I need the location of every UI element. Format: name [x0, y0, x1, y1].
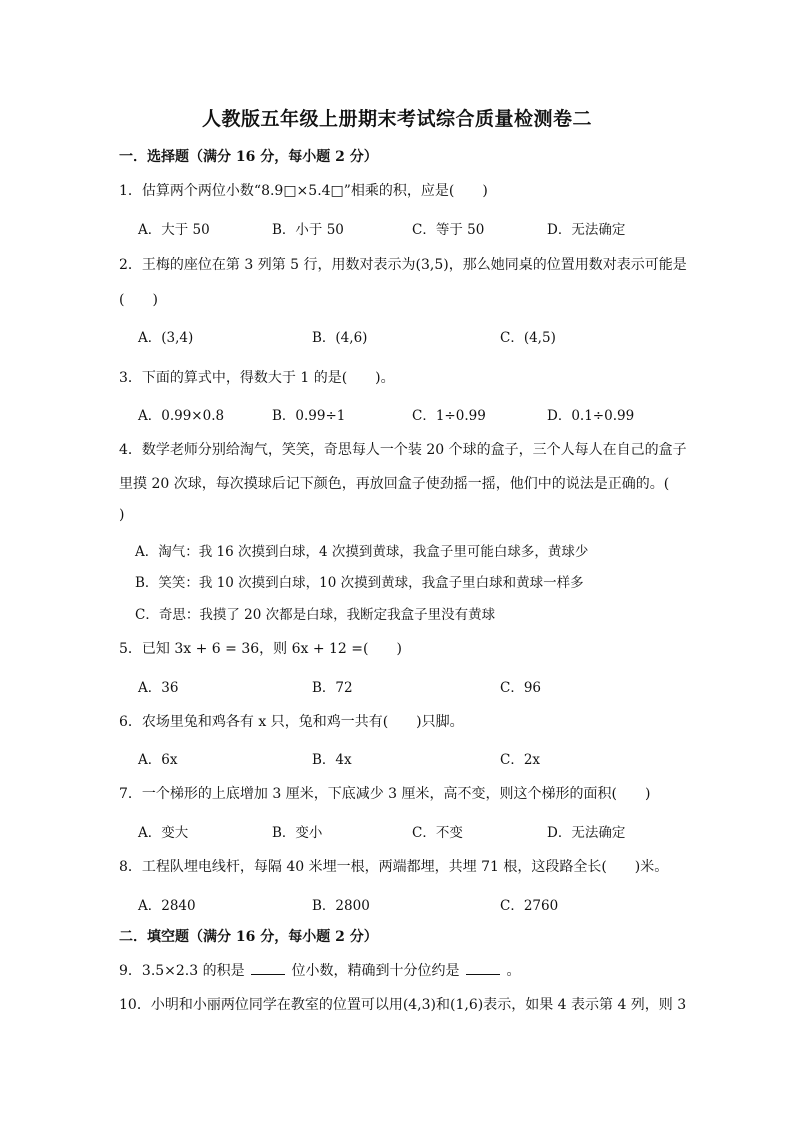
question-7: 7．一个梯形的上底增加 3 厘米，下底减少 3 厘米，高不变，则这个梯形的面积( ) — [119, 786, 651, 802]
option-b: B．4x — [312, 752, 352, 768]
option-b: B．72 — [312, 680, 353, 696]
option-c: C．(4,5) — [500, 330, 556, 346]
option-c: C．等于 50 — [412, 222, 485, 238]
question-1-options — [138, 218, 698, 238]
option-a: A．0.99×0.8 — [138, 408, 225, 424]
section-heading-choice: 一．选择题（满分 16 分，每小题 2 分） — [119, 149, 378, 165]
option-c: C．96 — [500, 680, 542, 696]
option-c: C．不变 — [412, 825, 463, 841]
option-b: B．(4,6) — [312, 330, 368, 346]
page-title: 人教版五年级上册期末考试综合质量检测卷二 — [201, 108, 592, 130]
question-4-option-c: C．奇思：我摸了 20 次都是白球，我断定我盒子里没有黄球 — [135, 607, 496, 623]
question-2-line-1: 2．王梅的座位在第 3 列第 5 行，用数对表示为(3,5)，那么她同桌的位置用数对表示可能是 — [119, 257, 687, 273]
option-a: A．2840 — [138, 898, 196, 914]
option-a: A．大于 50 — [138, 222, 210, 238]
question-9 — [119, 960, 520, 980]
question-5-options — [138, 676, 698, 696]
option-a: A．36 — [138, 680, 179, 696]
option-a: A．(3,4) — [138, 330, 194, 346]
option-b: B．小于 50 — [272, 222, 344, 238]
option-c: C．2760 — [500, 898, 559, 914]
question-5: 5．已知 3x + 6 = 36，则 6x + 12 =( ) — [119, 641, 402, 657]
question-8-options — [138, 894, 698, 914]
section-heading-fill-in: 二．填空题（满分 16 分，每小题 2 分） — [119, 929, 378, 945]
question-9-part-1: 9．3.5×2.3 的积是 — [119, 963, 245, 979]
question-7-options — [138, 821, 698, 841]
question-3-options — [138, 404, 698, 424]
question-6: 6．农场里兔和鸡各有 x 只，兔和鸡一共有( )只脚。 — [119, 714, 464, 730]
question-8: 8．工程队埋电线杆，每隔 40 米埋一根，两端都埋，共埋 71 根，这段路全长( )米。 — [119, 859, 669, 875]
answer-blank[interactable] — [466, 962, 500, 975]
question-4-option-a: A．淘气：我 16 次摸到白球，4 次摸到黄球，我盒子里可能白球多，黄球少 — [135, 544, 589, 560]
option-a: A．变大 — [138, 825, 189, 841]
option-b: B．变小 — [272, 825, 323, 841]
question-2-options — [138, 326, 698, 346]
question-3: 3．下面的算式中，得数大于 1 的是( )。 — [119, 370, 395, 386]
answer-blank[interactable] — [251, 962, 285, 975]
question-9-part-2: 位小数，精确到十分位约是 — [291, 963, 460, 979]
question-10: 10．小明和小丽两位同学在教室的位置可以用(4,3)和(1,6)表示，如果 4 表示第 4 列，则 3 — [119, 997, 687, 1013]
option-b: B．0.99÷1 — [272, 408, 346, 424]
question-4-line-1: 4．数学老师分别给淘气，笑笑，奇思每人一个装 20 个球的盒子，三个人每人在自己的盒子 — [119, 442, 687, 458]
question-9-part-3: 。 — [506, 963, 521, 979]
question-4-line-2: 里摸 20 次球，每次摸球后记下颜色，再放回盒子使劲摇一摇，他们中的说法是正确的。( — [119, 476, 670, 492]
option-a: A．6x — [138, 752, 178, 768]
option-d: D．无法确定 — [547, 825, 626, 841]
option-d: D．无法确定 — [547, 222, 626, 238]
question-4-option-b: B．笑笑：我 10 次摸到白球，10 次摸到黄球，我盒子里白球和黄球一样多 — [135, 575, 584, 591]
option-d: D．0.1÷0.99 — [547, 408, 635, 424]
option-c: C．1÷0.99 — [412, 408, 486, 424]
question-4-line-3: ) — [119, 507, 125, 523]
question-6-options — [138, 748, 698, 768]
question-1: 1．估算两个两位小数“8.9□×5.4□”相乘的积，应是( ) — [119, 183, 488, 199]
question-2-line-2: ( ) — [119, 292, 158, 308]
option-c: C．2x — [500, 752, 541, 768]
option-b: B．2800 — [312, 898, 370, 914]
